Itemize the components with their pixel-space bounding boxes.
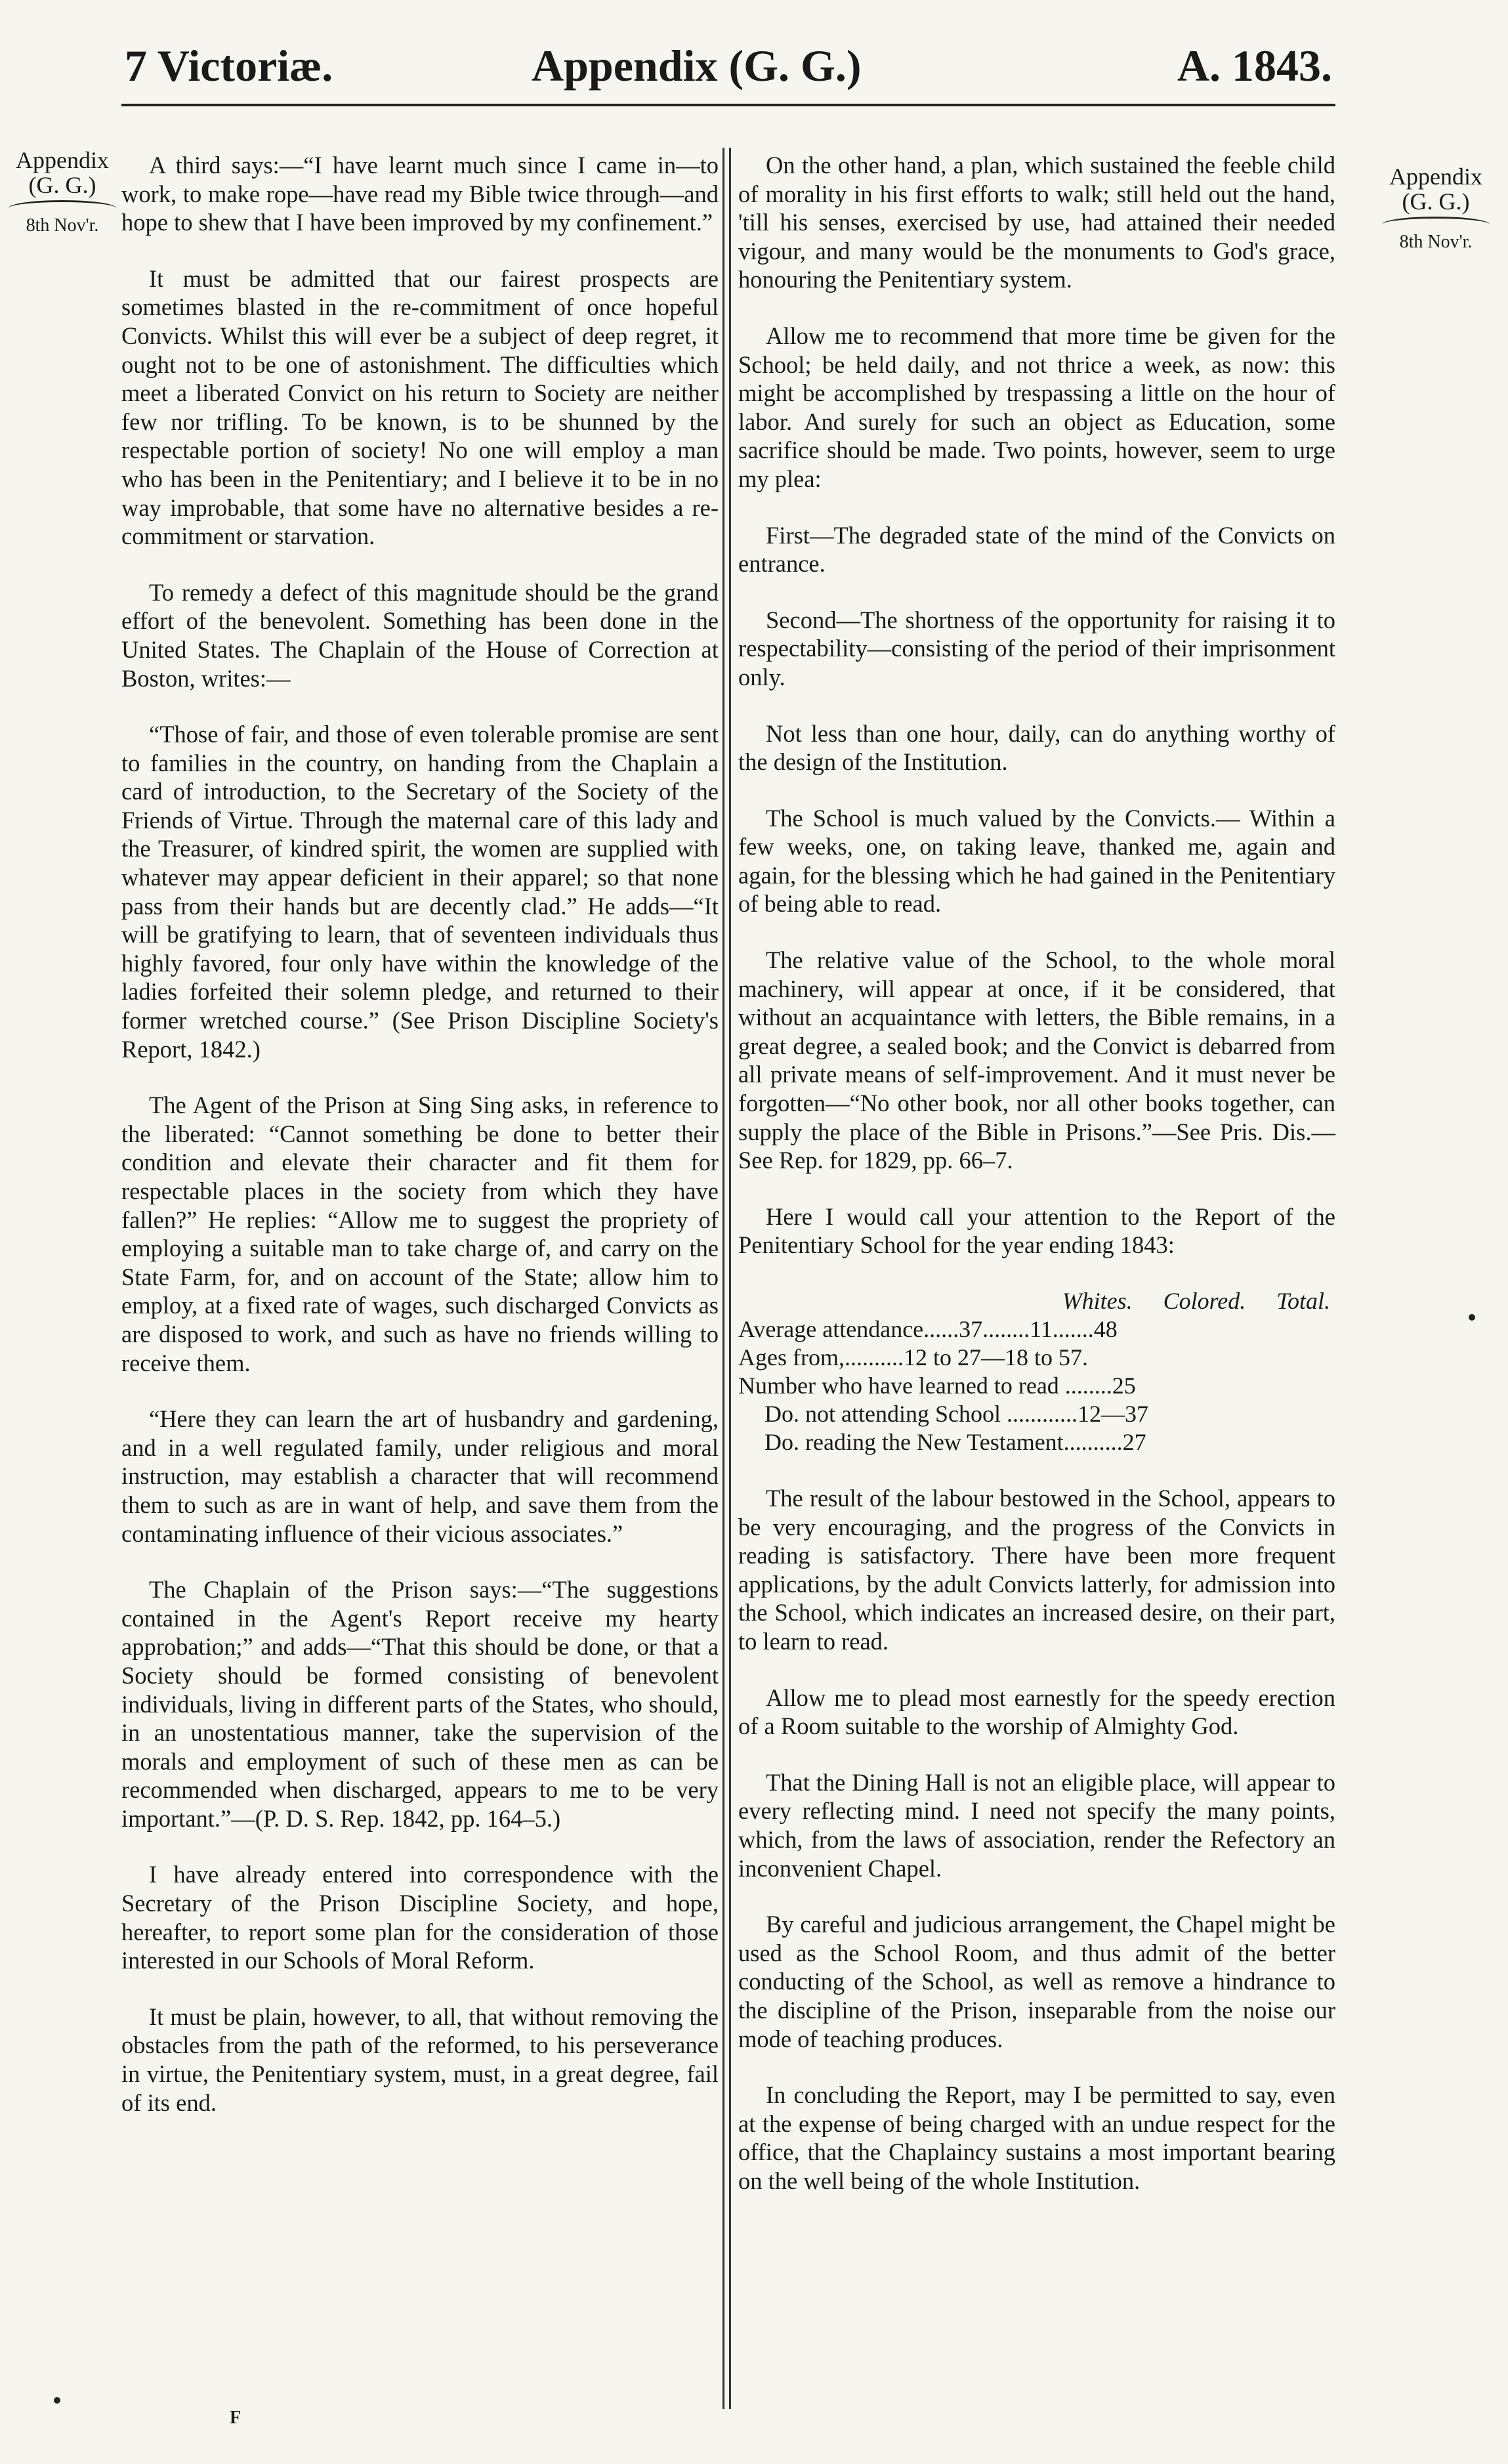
paragraph: By careful and judicious arrangement, the Chapel might be used as the School Room, and thus admit of the better conducting of the School, as well as remove a hindrance to the discipline of the Prison, inseparable from the noise our mode of teaching produces. bbox=[738, 1911, 1335, 2052]
paragraph: I have already entered into correspondence with the Secretary of the Prison Discipline Society, and hope, hereafter, to report some plan for the consideration of those interested in our Schools of Moral Reform. bbox=[121, 1861, 719, 1974]
paragraph: Second—The shortness of the opportunity for raising it to respectability—consisting of the period of their imprisonment only. bbox=[738, 606, 1335, 690]
paragraph: In concluding the Report, may I be permitted to say, even at the expense of being charged with an undue respect for the office, that the Chaplaincy sustains a most important bearing on the well being of the whole Institution. bbox=[738, 2081, 1335, 2194]
brace-icon bbox=[9, 200, 116, 216]
margin-note-sub: (G. G.) bbox=[1402, 188, 1470, 215]
paragraph: Allow me to plead most earnestly for the speedy erection of a Room suitable to the worship of Almighty God. bbox=[738, 1684, 1335, 1740]
bullet-mark bbox=[1469, 1314, 1475, 1321]
signature-mark: F bbox=[230, 2408, 241, 2428]
header-year: A. 1843. bbox=[1177, 41, 1332, 91]
paragraph: Here I would call your attention to the Report of the Penitentiary School for the year ending 1843: bbox=[738, 1202, 1335, 1259]
right-column bbox=[738, 151, 1335, 2222]
margin-note-left bbox=[3, 148, 121, 236]
column-divider bbox=[729, 148, 731, 2409]
paragraph: Not less than one hour, daily, can do anything worthy of the design of the Institution. bbox=[738, 719, 1335, 776]
paragraph: To remedy a defect of this magnitude should be the grand effort of the benevolent. Something has been done in the United States. The Chaplain of the House of Correction at Boston, writes:— bbox=[121, 578, 719, 692]
bullet-mark bbox=[54, 2397, 60, 2404]
table-row: Average attendance......37........11.......48 bbox=[738, 1316, 1118, 1342]
running-header bbox=[125, 39, 1332, 98]
left-column bbox=[121, 151, 719, 2144]
brace-icon bbox=[1382, 217, 1490, 232]
paragraph: The result of the labour bestowed in the School, appears to be very encouraging, and the progress of the Convicts in reading is satisfactory. There have been more frequent applications, by the adult Convicts latterly, for admission into the School, which indicates an increased desire, on their part, to learn to read. bbox=[738, 1485, 1335, 1655]
school-report-table bbox=[738, 1287, 1335, 1456]
column-header-colored: Colored. bbox=[1163, 1288, 1246, 1314]
margin-note-title: Appendix bbox=[1389, 163, 1482, 190]
header-session: 7 Victoriæ. bbox=[125, 41, 333, 91]
margin-note-right bbox=[1377, 164, 1495, 252]
column-header-total: Total. bbox=[1276, 1288, 1330, 1314]
table-row: Do. not attending School ............12—37 bbox=[764, 1401, 1148, 1427]
header-appendix: Appendix (G. G.) bbox=[532, 41, 862, 91]
paragraph: The School is much valued by the Convicts.— Within a few weeks, one, on taking leave, thanked me, again and again, for the blessing which he had gained in the Penitentiary of being able to read. bbox=[738, 804, 1335, 918]
paragraph: A third says:—“I have learnt much since I came in—to work, to make rope—have read my Bible twice through—and hope to shew that I have been improved by my confinement.” bbox=[121, 152, 719, 236]
margin-note-date: 8th Nov'r. bbox=[26, 215, 99, 236]
table-row: Number who have learned to read ........25 bbox=[738, 1372, 1136, 1399]
quoted-paragraph: “Those of fair, and those of even tolerable promise are sent to families in the country, on handing from the Chaplain a card of introduction, to the Secretary of the Society of the Friends of Virtue. Through the maternal care of this lady and the Treasurer, of kindred spirit, the women are supplied with whatever may appear deficient in their apparel; so that none pass from their hands but are decently clad.” He adds—“It will be gratifying to learn, that of seventeen individuals thus highly favored, four only have within the knowledge of the ladies forfeited their solemn pledge, and returned to their former wretched course.” (See Prison Discipline Society's Report, 1842.) bbox=[121, 721, 719, 1063]
paragraph: It must be admitted that our fairest prospects are sometimes blasted in the re-commitment of once hopeful Convicts. Whilst this will ever be a subject of deep regret, it ought not to be one of astonishment. The difficulties which meet a liberated Convict on his return to Society are neither few nor trifling. To be known, is to be shunned by the respectable portion of society! No one will employ a man who has been in the Penitentiary; and I believe it to be in no way improbable, that some have no alternative besides a re-commitment or starvation. bbox=[121, 265, 719, 550]
table-row: Do. reading the New Testament..........27 bbox=[764, 1429, 1146, 1455]
margin-note-sub: (G. G.) bbox=[28, 172, 96, 198]
paragraph: Allow me to recommend that more time be given for the School; be held daily, and not thrice a week, as now: this might be accomplished by trespassing a little on the hour of labor. And surely for such an object as Education, some sacrifice should be made. Two points, however, seem to urge my plea: bbox=[738, 322, 1335, 492]
table-header bbox=[738, 1287, 1335, 1315]
paragraph: The Chaplain of the Prison says:—“The suggestions contained in the Agent's Report receive my hearty approbation;” and adds—“That this should be done, or that a Society should be formed consisting of benevolent individuals, living in different parts of the States, who should, in an unostentatious manner, take the supervision of the morals and employment of such of these men as can be recommended when discharged, appears to me to be very important.”—(P. D. S. Rep. 1842, pp. 164–5.) bbox=[121, 1576, 719, 1832]
table-row: Ages from,..........12 to 27—18 to 57. bbox=[738, 1344, 1088, 1370]
header-rule bbox=[121, 104, 1335, 106]
paragraph: First—The degraded state of the mind of the Convicts on entrance. bbox=[738, 521, 1335, 578]
paragraph: It must be plain, however, to all, that without removing the obstacles from the path of the reformed, to his perseverance in virtue, the Penitentiary system, must, in a great degree, fail of its end. bbox=[121, 2003, 719, 2116]
paragraph: On the other hand, a plan, which sustained the feeble child of morality in his first efforts to walk; still held out the hand, 'till his senses, exercised by use, had attained their needed vigour, and many would be the monuments to God's grace, honouring the Penitentiary system. bbox=[738, 152, 1335, 293]
quoted-paragraph: “Here they can learn the art of husbandry and gardening, and in a well regulated family, under religious and moral instruction, may establish a character that will recommend them to such as are in want of help, and save them from the contaminating influence of their vicious associates.” bbox=[121, 1405, 719, 1547]
margin-note-title: Appendix bbox=[16, 147, 109, 173]
column-divider bbox=[723, 148, 724, 2409]
paragraph: The relative value of the School, to the whole moral machinery, will appear at once, if it be considered, that without an acquaintance with letters, the Bible remains, in a great degree, a sealed book; and the Convict is debarred from all private means of self-improvement. And it must never be forgotten—“No other book, nor all other books together, can supply the place of the Bible in Prisons.”—See Pris. Dis.—See Rep. for 1829, pp. 66–7. bbox=[738, 946, 1335, 1174]
paragraph: The Agent of the Prison at Sing Sing asks, in reference to the liberated: “Cannot something be done to better their condition and elevate their character and fit them for respectable places in the society from which they have fallen?” He replies: “Allow me to suggest the propriety of employing a suitable man to take charge of, and carry on the State Farm, for, and on account of the State; allow him to employ, at a fixed rate of wages, such discharged Convicts as are disposed to work, and such as have no friends willing to receive them. bbox=[121, 1092, 719, 1376]
column-header-whites: Whites. bbox=[1062, 1288, 1133, 1314]
paragraph: That the Dining Hall is not an eligible place, will appear to every reflecting mind. I need not specify the many points, which, from the laws of association, render the Refectory an inconvenient Chapel. bbox=[738, 1768, 1335, 1882]
margin-note-date: 8th Nov'r. bbox=[1399, 232, 1473, 252]
